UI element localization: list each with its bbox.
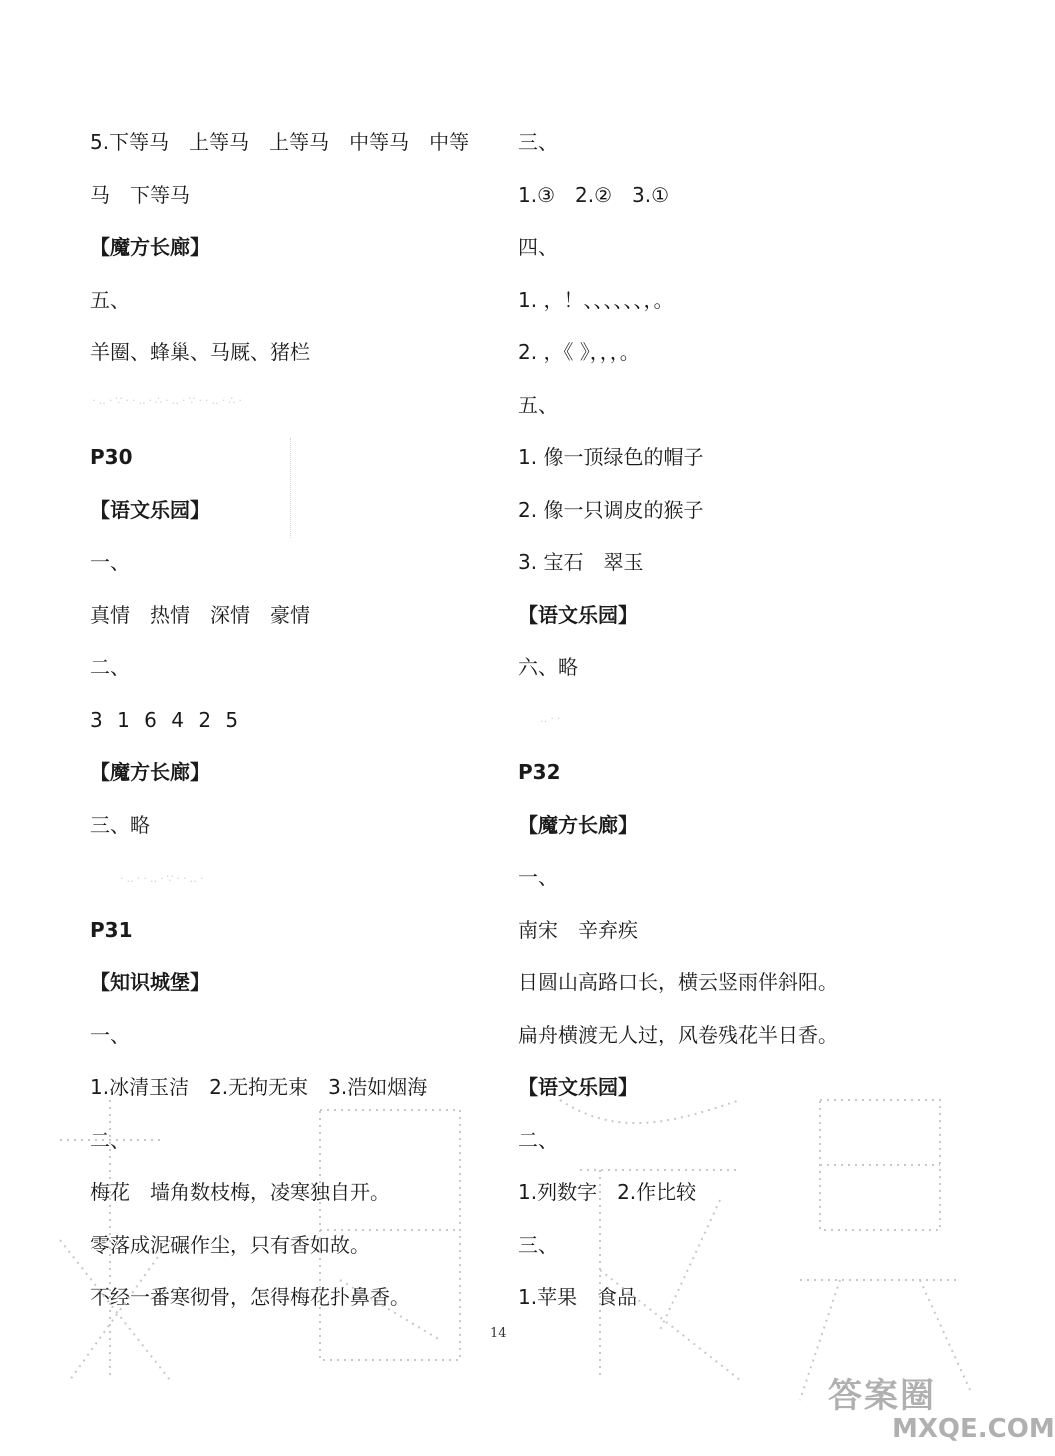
answer-line (518, 694, 958, 747)
answer-line: 3. 宝石 翠玉 (518, 550, 644, 574)
answer-line: 六、略 (518, 655, 578, 679)
left-column (90, 116, 500, 1324)
answer-line: 3 1 6 4 2 5 (90, 707, 243, 732)
answer-line: 零落成泥碾作尘，只有香如故。 (90, 1232, 370, 1257)
answer-line: 羊圈、蜂巢、马厩、猪栏 (90, 340, 310, 364)
section-heading: 【知识城堡】 (90, 970, 210, 994)
watermark-logo (820, 1368, 1055, 1452)
section-heading: 【魔方长廊】 (90, 760, 210, 784)
answer-line: 不经一番寒彻骨，怎得梅花扑鼻香。 (90, 1285, 410, 1309)
answer-line: 三、 (518, 1232, 558, 1257)
answer-line: 三、 (518, 130, 558, 154)
answer-line: 五、 (518, 392, 558, 417)
answer-line: 二、 (90, 655, 130, 679)
faint-stamp-mark (200, 438, 291, 538)
page-number: 14 (490, 1326, 507, 1341)
answer-line: 三、略 (90, 812, 150, 837)
answer-line: 真情 热情 深情 豪情 (90, 602, 310, 627)
watermark-url: MXQE.COM (892, 1414, 1055, 1444)
answer-line: 2. ，《 》，，，。 (518, 340, 640, 364)
answer-line: 5.下等马 上等马 上等马 中等马 中等 (90, 130, 470, 154)
answer-line: 四、 (518, 235, 558, 259)
answer-line: 二、 (90, 1127, 130, 1152)
answer-line: 1.③ 2.② 3.① (518, 182, 670, 207)
section-heading: P32 (518, 760, 561, 784)
section-heading: 【魔方长廊】 (518, 812, 638, 837)
section-heading: 【语文乐园】 (90, 497, 210, 522)
answer-line: 梅花 墙角数枝梅，凌寒独自开。 (90, 1180, 390, 1204)
answer-line: 1.冰清玉洁 2.无拘无束 3.浩如烟海 (90, 1075, 428, 1099)
answer-line: 1.苹果 食品 (518, 1285, 638, 1309)
answer-line: 马 下等马 (90, 182, 190, 207)
answer-line: 五、 (90, 287, 130, 312)
answer-line: 一、 (90, 550, 130, 574)
section-heading: P30 (90, 445, 133, 469)
section-heading: P31 (90, 917, 133, 942)
section-heading: 【语文乐园】 (518, 602, 638, 627)
answer-line: 1. 像一顶绿色的帽子 (518, 445, 704, 469)
faint-scan-mark: ·‥··‥·∵··‥· (120, 872, 207, 885)
faint-scan-mark: ·‥·∵··‥·∴·‥·∵··‥·∴· (92, 394, 245, 407)
answer-line: 2. 像一只调皮的猴子 (518, 497, 704, 522)
answer-line: 扁舟横渡无人过，风卷残花半日香。 (518, 1022, 838, 1047)
watermark-name: 答案圈 (828, 1376, 936, 1416)
answer-line: 南宋 辛弃疾 (518, 917, 638, 942)
answer-line: 1. ，！、、、、、、，。 (518, 287, 674, 312)
faint-scan-mark: ‥·· (540, 712, 564, 725)
answer-line: 一、 (518, 865, 558, 889)
answer-line: 一、 (90, 1022, 130, 1047)
right-column (518, 116, 958, 1324)
section-heading: 【语文乐园】 (518, 1075, 638, 1099)
section-heading: 【魔方长廊】 (90, 235, 210, 259)
answer-line: 1.列数字 2.作比较 (518, 1180, 697, 1204)
answer-line: 二、 (518, 1127, 558, 1152)
answer-line: 日圆山高路口长，横云竖雨伴斜阳。 (518, 970, 838, 994)
